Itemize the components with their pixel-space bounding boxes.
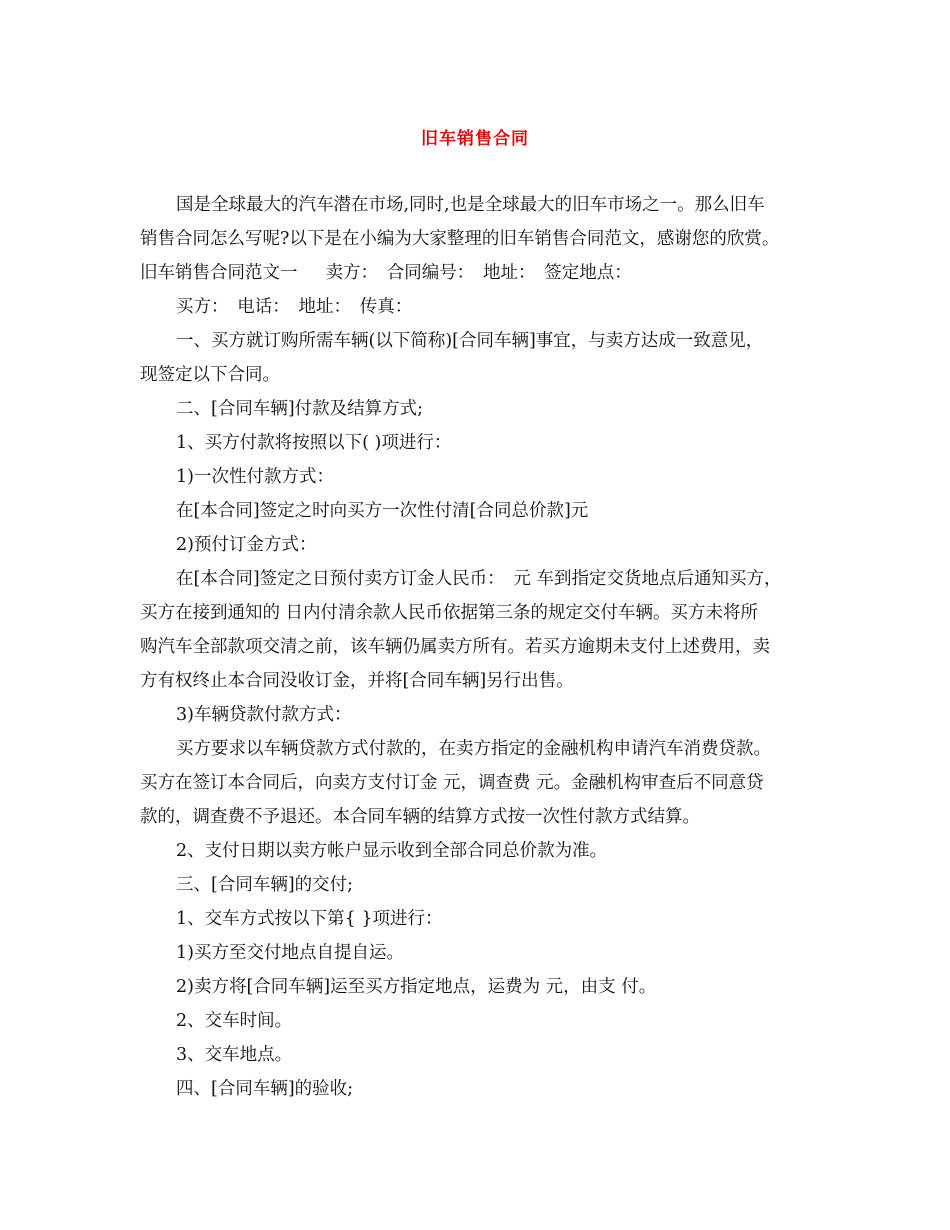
section-heading: 二、[合同车辆]付款及结算方式;: [176, 399, 424, 419]
paragraph-line: 2、支付日期以卖方帐户显示收到全部合同总价款为准。: [176, 841, 608, 861]
document-title: 旧车销售合同: [421, 129, 529, 149]
section-heading: 四、[合同车辆]的验收;: [176, 1079, 354, 1099]
paragraph-line: 国是全球最大的汽车潜在市场,同时,也是全球最大的旧车市场之一。那么旧车: [176, 195, 765, 215]
paragraph-line: 购汽车全部款项交清之前，该车辆仍属卖方所有。若买方逾期未支付上述费用，卖: [140, 637, 770, 657]
paragraph-line: 方有权终止本合同没收订金，并将[合同车辆]另行出售。: [140, 671, 574, 691]
paragraph-line: 1)买方至交付地点自提自运。: [176, 943, 404, 963]
paragraph-line: 一、买方就订购所需车辆(以下简称)[合同车辆]事宜，与卖方达成一致意见，: [176, 331, 764, 351]
sample-heading: 旧车销售合同范文一: [140, 263, 298, 283]
paragraph-line: 买方在签订本合同后，向卖方支付订金 元，调查费 元。金融机构审查后不同意贷: [140, 773, 764, 793]
paragraph-line: 款的，调查费不予退还。本合同车辆的结算方式按一次性付款方式结算。: [140, 807, 700, 827]
seller-fields: 卖方： 合同编号： 地址： 签定地点：: [325, 263, 632, 283]
document-body: [140, 188, 812, 1106]
paragraph-line: 销售合同怎么写呢?以下是在小编为大家整理的旧车销售合同范文，感谢您的欣赏。: [140, 229, 780, 249]
paragraph-line: 1、买方付款将按照以下( )项进行：: [176, 433, 452, 453]
paragraph-line: 2)预付订金方式：: [176, 535, 317, 555]
paragraph-line: 在[本合同]签定之时向买方一次性付清[合同总价款]元: [176, 501, 589, 521]
paragraph-line: 2、交车时间。: [176, 1011, 293, 1031]
section-heading: 三、[合同车辆]的交付;: [176, 875, 354, 895]
sample-heading-line: [140, 256, 812, 290]
buyer-fields-line: 买方： 电话： 地址： 传真：: [176, 297, 413, 317]
paragraph-line: 3、交车地点。: [176, 1045, 293, 1065]
paragraph-line: 买方要求以车辆贷款方式付款的，在卖方指定的金融机构申请汽车消费贷款。: [176, 739, 771, 759]
paragraph-line: 1)一次性付款方式：: [176, 467, 334, 487]
paragraph-line: 1、交车方式按以下第{ }项进行：: [176, 909, 443, 929]
paragraph-line: 在[本合同]签定之日预付卖方订金人民币： 元 车到指定交货地点后通知买方，: [176, 569, 782, 589]
paragraph-line: 3)车辆贷款付款方式：: [176, 705, 352, 725]
paragraph-line: 现签定以下合同。: [140, 365, 280, 385]
paragraph-line: 2)卖方将[合同车辆]运至买方指定地点，运费为 元，由支 付。: [176, 977, 657, 997]
paragraph-line: 买方在接到通知的 日内付清余款人民币依据第三条的规定交付车辆。买方未将所: [140, 603, 759, 623]
